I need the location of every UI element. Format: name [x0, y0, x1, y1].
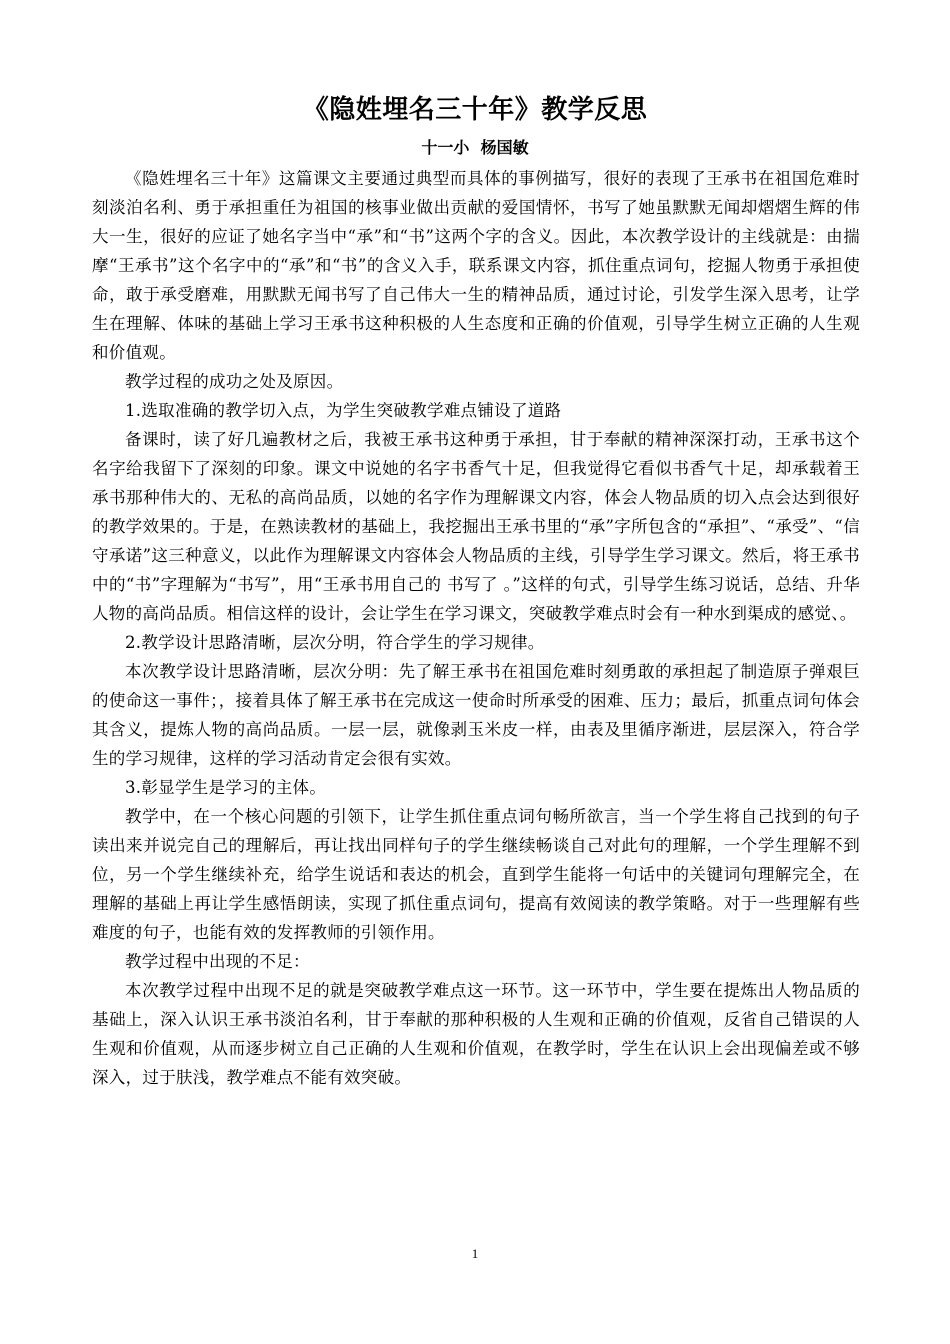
- document-title: 《隐姓埋名三十年》教学反思: [302, 95, 648, 125]
- author-byline: 十一小 杨国敏: [421, 138, 529, 157]
- document-body: [92, 164, 860, 1092]
- paragraph-shortcomings-heading: 教学过程中出现的不足：: [125, 952, 310, 971]
- paragraph-success-heading: 教学过程的成功之处及原因。: [125, 372, 344, 391]
- paragraph-point-2-body: 本次教学设计思路清晰，层次分明：先了解王承书在祖国危难时刻勇敢的承担起了制造原子弹艰巨的使命这一事件；，接着具体了解王承书在完成这一使命时所承受的困难、压力；最后，抓重点词句体会其含义，提炼人物的高尚品质。一层一层，就像剥玉米皮一样，由表及里循序渐进，层层深入，符合学生的学习规律，这样的学习活动肯定会很有实效。: [92, 662, 860, 768]
- page-number: 1: [471, 1246, 479, 1261]
- paragraph-point-1-body: 备课时，读了好几遍教材之后，我被王承书这种勇于承担，甘于奉献的精神深深打动，王承书这个名字给我留下了深刻的印象。课文中说她的名字书香气十足，但我觉得它看似书香气十足，却承载着王承书那种伟大的、无私的高尚品质，以她的名字作为理解课文内容，体会人物品质的切入点会达到很好的教学效果的。于是，在熟读教材的基础上，我挖掘出王承书里的“承”字所包含的“承担”、“承受”、“信守承诺”这三种意义，以此作为理解课文内容体会人物品质的主线，引导学生学习课文。然后，将王承书中的“书”字理解为“书写”，用“王承书用自己的 书写了 。”这样的句式，引导学生练习说话，总结、升华人物的高尚品质。相信这样的设计，会让学生在学习课文，突破教学难点时会有一种水到渠成的感觉、。: [92, 430, 860, 623]
- paragraph-point-1-heading: 1.选取准确的教学切入点，为学生突破教学难点铺设了道路: [125, 401, 562, 420]
- paragraph-intro: 《隐姓埋名三十年》这篇课文主要通过典型而具体的事例描写，很好的表现了王承书在祖国危难时刻淡泊名利、勇于承担重任为祖国的核事业做出贡献的爱国情怀，书写了她虽默默无闻却熠熠生辉的伟大一生，很好的应证了她名字当中“承”和“书”这两个字的含义。因此，本次教学设计的主线就是：由揣摩“王承书”这个名字中的“承”和“书”的含义入手，联系课文内容，抓住重点词句，挖掘人物勇于承担使命，敢于承受磨难，用默默无闻书写了自己伟大一生的精神品质，通过讨论，引发学生深入思考，让学生在理解、体味的基础上学习王承书这种积极的人生态度和正确的价值观，引导学生树立正确的人生观和价值观。: [92, 169, 860, 362]
- paragraph-point-2-heading: 2.教学设计思路清晰，层次分明，符合学生的学习规律。: [125, 633, 545, 652]
- paragraph-point-3-heading: 3.彰显学生是学习的主体。: [125, 778, 327, 797]
- paragraph-shortcomings-body: 本次教学过程中出现不足的就是突破教学难点这一环节。这一环节中，学生要在提炼出人物品质的基础上，深入认识王承书淡泊名利，甘于奉献的那种积极的人生观和正确的价值观，反省自己错误的人生观和价值观，从而逐步树立自己正确的人生观和价值观，在教学时，学生在认识上会出现偏差或不够深入，过于肤浅，教学难点不能有效突破。: [92, 981, 860, 1087]
- paragraph-point-3-body: 教学中，在一个核心问题的引领下，让学生抓住重点词句畅所欲言，当一个学生将自己找到的句子读出来并说完自己的理解后，再让找出同样句子的学生继续畅谈自己对此句的理解，一个学生理解不到位，另一个学生继续补充，给学生说话和表达的机会，直到学生能将一句话中的关键词句理解完全，在理解的基础上再让学生感悟朗读，实现了抓住重点词句，提高有效阅读的教学策略。对于一些理解有些难度的句子，也能有效的发挥教师的引领作用。: [92, 807, 860, 942]
